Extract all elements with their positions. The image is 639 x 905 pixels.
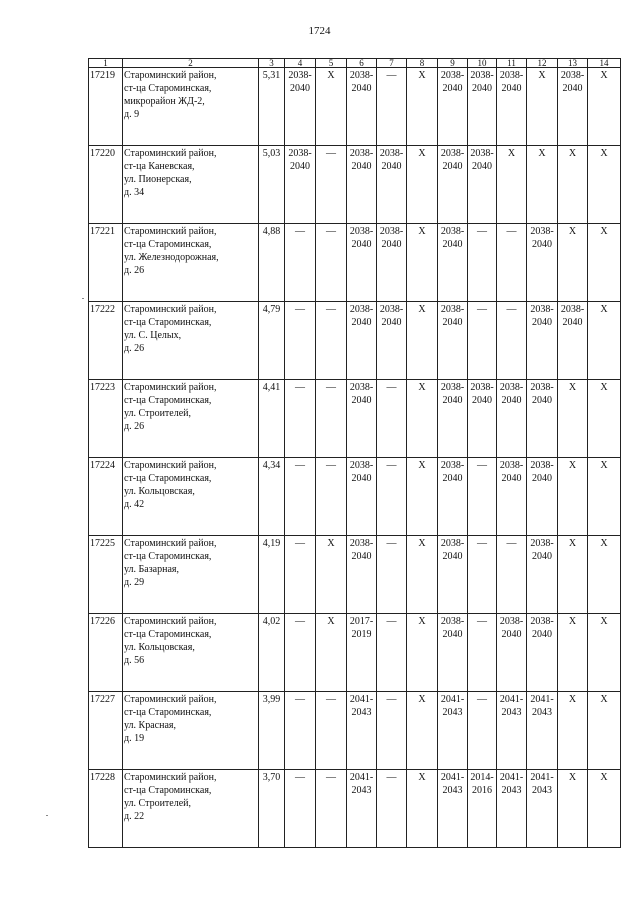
column-12-value: 2041- 2043 (527, 770, 558, 848)
column-14-value: Х (588, 614, 621, 692)
address-line: Староминский район, (124, 772, 217, 783)
column-header-1: 1 (89, 59, 123, 68)
area-value: 3,99 (259, 692, 285, 770)
column-5-value: — (316, 146, 347, 224)
table-row (89, 224, 621, 302)
column-5-value: — (316, 770, 347, 848)
column-14-value: Х (588, 68, 621, 146)
address-line: Староминский район, (124, 226, 217, 237)
column-8-value: Х (407, 458, 438, 536)
scan-speck (46, 815, 48, 816)
column-11-value: — (497, 536, 527, 614)
column-6-value: 2038- 2040 (347, 380, 377, 458)
column-4-value: — (285, 692, 316, 770)
column-6-value: 2038- 2040 (347, 68, 377, 146)
column-14-value: Х (588, 146, 621, 224)
column-4-value: — (285, 614, 316, 692)
address-line: микрорайон ЖД-2, (124, 96, 205, 107)
record-id: 17220 (89, 146, 123, 224)
column-8-value: Х (407, 380, 438, 458)
address-line: ул. Строителей, (124, 408, 192, 419)
column-5-value: Х (316, 536, 347, 614)
column-10-value: — (468, 536, 497, 614)
column-8-value: Х (407, 536, 438, 614)
column-9-value: 2038- 2040 (438, 380, 468, 458)
address-cell (123, 614, 259, 692)
address-line: д. 26 (124, 265, 145, 276)
column-13-value: 2038- 2040 (558, 68, 588, 146)
column-9-value: 2041- 2043 (438, 770, 468, 848)
column-11-value: 2041- 2043 (497, 770, 527, 848)
address-cell (123, 770, 259, 848)
column-5-value: — (316, 458, 347, 536)
address-line: Староминский район, (124, 304, 217, 315)
address-line: д. 19 (124, 733, 145, 744)
column-11-value: 2038- 2040 (497, 68, 527, 146)
column-14-value: Х (588, 302, 621, 380)
address-line: ул. Кольцовская, (124, 642, 195, 653)
column-7-value: — (377, 692, 407, 770)
column-8-value: Х (407, 146, 438, 224)
column-11-value: 2038- 2040 (497, 614, 527, 692)
column-9-value: 2038- 2040 (438, 146, 468, 224)
column-8-value: Х (407, 302, 438, 380)
column-4-value: 2038- 2040 (285, 68, 316, 146)
address-line: Староминский район, (124, 382, 217, 393)
column-11-value: 2038- 2040 (497, 458, 527, 536)
scan-speck (82, 298, 84, 299)
address-line: ст-ца Староминская, (124, 239, 212, 250)
column-12-value: 2038- 2040 (527, 302, 558, 380)
column-13-value: Х (558, 146, 588, 224)
address-line: д. 29 (124, 577, 145, 588)
column-9-value: 2038- 2040 (438, 458, 468, 536)
column-7-value: — (377, 536, 407, 614)
column-10-value: 2038- 2040 (468, 146, 497, 224)
column-8-value: Х (407, 68, 438, 146)
column-10-value: — (468, 458, 497, 536)
address-cell (123, 380, 259, 458)
area-value: 4,79 (259, 302, 285, 380)
column-12-value: 2038- 2040 (527, 614, 558, 692)
column-13-value: Х (558, 380, 588, 458)
column-4-value: — (285, 224, 316, 302)
column-14-value: Х (588, 224, 621, 302)
column-9-value: 2041- 2043 (438, 692, 468, 770)
column-10-value: 2038- 2040 (468, 68, 497, 146)
column-header-3: 3 (259, 59, 285, 68)
column-6-value: 2017- 2019 (347, 614, 377, 692)
column-7-value: — (377, 458, 407, 536)
column-8-value: Х (407, 692, 438, 770)
area-value: 4,02 (259, 614, 285, 692)
table-row (89, 770, 621, 848)
column-number-row (89, 59, 621, 68)
address-line: ул. Кольцовская, (124, 486, 195, 497)
column-8-value: Х (407, 770, 438, 848)
column-13-value: Х (558, 536, 588, 614)
column-header-6: 6 (347, 59, 377, 68)
column-8-value: Х (407, 614, 438, 692)
column-9-value: 2038- 2040 (438, 68, 468, 146)
address-line: ст-ца Староминская, (124, 551, 212, 562)
address-line: ст-ца Староминская, (124, 707, 212, 718)
column-11-value: 2041- 2043 (497, 692, 527, 770)
column-header-11: 11 (497, 59, 527, 68)
column-header-10: 10 (468, 59, 497, 68)
record-id: 17219 (89, 68, 123, 146)
column-6-value: 2038- 2040 (347, 302, 377, 380)
column-7-value: — (377, 614, 407, 692)
page-number: 1724 (308, 25, 331, 37)
column-7-value: 2038- 2040 (377, 146, 407, 224)
column-6-value: 2041- 2043 (347, 692, 377, 770)
address-line: Староминский район, (124, 616, 217, 627)
record-id: 17221 (89, 224, 123, 302)
column-header-12: 12 (527, 59, 558, 68)
area-value: 5,03 (259, 146, 285, 224)
address-line: ул. С. Целых, (124, 330, 182, 341)
address-line: ст-ца Староминская, (124, 473, 212, 484)
column-7-value: — (377, 770, 407, 848)
column-6-value: 2038- 2040 (347, 536, 377, 614)
column-7-value: — (377, 68, 407, 146)
column-4-value: — (285, 380, 316, 458)
column-6-value: 2041- 2043 (347, 770, 377, 848)
column-6-value: 2038- 2040 (347, 458, 377, 536)
address-line: ст-ца Староминская, (124, 395, 212, 406)
record-id: 17226 (89, 614, 123, 692)
record-id: 17224 (89, 458, 123, 536)
table-row (89, 380, 621, 458)
column-4-value: — (285, 770, 316, 848)
column-header-14: 14 (588, 59, 621, 68)
column-header-5: 5 (316, 59, 347, 68)
record-id: 17223 (89, 380, 123, 458)
address-cell (123, 692, 259, 770)
column-13-value: Х (558, 692, 588, 770)
column-5-value: — (316, 380, 347, 458)
column-7-value: 2038- 2040 (377, 224, 407, 302)
address-line: д. 26 (124, 343, 145, 354)
area-value: 4,41 (259, 380, 285, 458)
column-10-value: — (468, 614, 497, 692)
column-4-value: — (285, 536, 316, 614)
column-10-value: — (468, 302, 497, 380)
column-9-value: 2038- 2040 (438, 536, 468, 614)
column-13-value: 2038- 2040 (558, 302, 588, 380)
address-line: Староминский район, (124, 148, 217, 159)
column-14-value: Х (588, 536, 621, 614)
address-line: ул. Пионерская, (124, 174, 192, 185)
column-13-value: Х (558, 458, 588, 536)
column-header-4: 4 (285, 59, 316, 68)
column-4-value: — (285, 458, 316, 536)
address-cell (123, 68, 259, 146)
column-header-8: 8 (407, 59, 438, 68)
column-header-7: 7 (377, 59, 407, 68)
address-line: ст-ца Каневская, (124, 161, 195, 172)
column-6-value: 2038- 2040 (347, 146, 377, 224)
column-9-value: 2038- 2040 (438, 224, 468, 302)
column-12-value: 2038- 2040 (527, 224, 558, 302)
column-11-value: 2038- 2040 (497, 380, 527, 458)
record-id: 17228 (89, 770, 123, 848)
area-value: 4,88 (259, 224, 285, 302)
table-row (89, 536, 621, 614)
address-line: ст-ца Староминская, (124, 83, 212, 94)
column-6-value: 2038- 2040 (347, 224, 377, 302)
table-row (89, 692, 621, 770)
area-value: 4,19 (259, 536, 285, 614)
record-id: 17225 (89, 536, 123, 614)
record-id: 17222 (89, 302, 123, 380)
address-line: Староминский район, (124, 694, 217, 705)
address-line: д. 22 (124, 811, 145, 822)
column-12-value: Х (527, 68, 558, 146)
column-5-value: Х (316, 614, 347, 692)
area-value: 4,34 (259, 458, 285, 536)
column-13-value: Х (558, 770, 588, 848)
column-4-value: 2038- 2040 (285, 146, 316, 224)
area-value: 5,31 (259, 68, 285, 146)
table-row (89, 146, 621, 224)
column-8-value: Х (407, 224, 438, 302)
column-10-value: — (468, 224, 497, 302)
column-7-value: — (377, 380, 407, 458)
address-line: Староминский район, (124, 538, 217, 549)
column-9-value: 2038- 2040 (438, 614, 468, 692)
address-line: д. 34 (124, 187, 145, 198)
column-5-value: Х (316, 68, 347, 146)
address-line: ул. Красная, (124, 720, 176, 731)
area-value: 3,70 (259, 770, 285, 848)
address-line: д. 26 (124, 421, 145, 432)
column-11-value: Х (497, 146, 527, 224)
column-14-value: Х (588, 770, 621, 848)
address-cell (123, 458, 259, 536)
address-line: ст-ца Староминская, (124, 317, 212, 328)
column-header-9: 9 (438, 59, 468, 68)
column-11-value: — (497, 302, 527, 380)
column-10-value: 2038- 2040 (468, 380, 497, 458)
table-row (89, 302, 621, 380)
column-5-value: — (316, 692, 347, 770)
address-line: ул. Базарная, (124, 564, 180, 575)
address-cell (123, 146, 259, 224)
column-5-value: — (316, 224, 347, 302)
column-14-value: Х (588, 380, 621, 458)
column-header-13: 13 (558, 59, 588, 68)
address-cell (123, 224, 259, 302)
column-12-value: 2038- 2040 (527, 380, 558, 458)
column-12-value: Х (527, 146, 558, 224)
column-12-value: 2038- 2040 (527, 536, 558, 614)
address-line: ул. Железнодорожная, (124, 252, 219, 263)
address-line: ул. Строителей, (124, 798, 192, 809)
column-10-value: 2014- 2016 (468, 770, 497, 848)
column-5-value: — (316, 302, 347, 380)
address-line: д. 42 (124, 499, 145, 510)
address-line: д. 9 (124, 109, 140, 120)
address-cell (123, 302, 259, 380)
column-13-value: Х (558, 614, 588, 692)
column-14-value: Х (588, 692, 621, 770)
column-11-value: — (497, 224, 527, 302)
address-line: ст-ца Староминская, (124, 785, 212, 796)
address-line: д. 56 (124, 655, 145, 666)
column-14-value: Х (588, 458, 621, 536)
column-12-value: 2038- 2040 (527, 458, 558, 536)
table-row (89, 68, 621, 146)
address-line: Староминский район, (124, 70, 217, 81)
table-row (89, 458, 621, 536)
table-row (89, 614, 621, 692)
housing-register-table (88, 58, 621, 848)
address-cell (123, 536, 259, 614)
column-4-value: — (285, 302, 316, 380)
record-id: 17227 (89, 692, 123, 770)
column-12-value: 2041- 2043 (527, 692, 558, 770)
address-line: ст-ца Староминская, (124, 629, 212, 640)
address-line: Староминский район, (124, 460, 217, 471)
column-header-2: 2 (123, 59, 259, 68)
column-9-value: 2038- 2040 (438, 302, 468, 380)
column-13-value: Х (558, 224, 588, 302)
column-10-value: — (468, 692, 497, 770)
column-7-value: 2038- 2040 (377, 302, 407, 380)
